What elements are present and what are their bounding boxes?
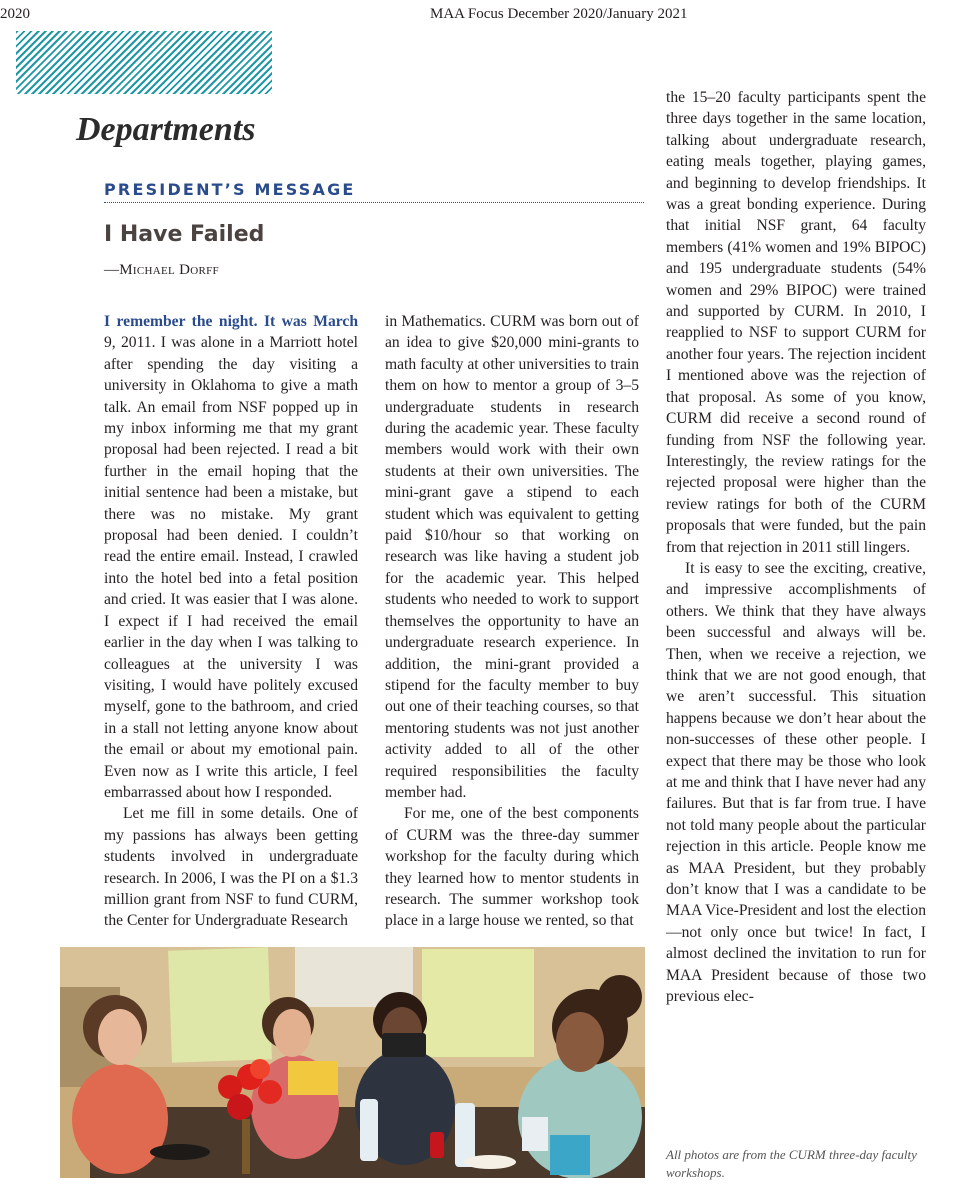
text-column-3 [666, 87, 926, 1007]
paragraph: It is easy to see the exciting, creative, and impressive accomplishments of others. We think that they have always been successful and always will be. Then, when we receive a rejection, we think that we are not good enough, that we aren’t successful. This situation happens because we don’t hear about the non-successes of these other people. I expect that there may be those who look at me and think that I have never had any failures. But that is far from true. I have not told many people about the particular rejection in this article. People know me as MAA President, but they probably don’t know that I was a candidate to be MAA Vice-President and lost the election—not only once but twice! In fact, I almost declined the invitation to run for MAA President because of those two previous elec- [666, 559, 926, 1006]
text-column-2 [385, 311, 639, 932]
dotted-divider [104, 202, 644, 203]
lead-in: I remember the night. It was March [104, 313, 358, 330]
photo-caption: All photos are from the CURM three-day faculty workshops. [666, 1147, 917, 1180]
paragraph: in Mathematics. CURM was born out of an idea to give $20,000 mini-grants to math faculty at other universities to train them on how to mentor a group of 3–5 undergraduate students in research during the academic year. These faculty members would work with their own students at their own universities. The mini-grant gave a stipend to each student which was equivalent to getting paid $10/hour so that working on research was like having a student job for the academic year. This helped students who needed to work to support themselves the opportunity to have an undergraduate research experience. In addition, the mini-grant provided a stipend for the faculty member to buy out one of their teaching courses, so that mentoring students was not just another activity added to all of the other required responsibilities the faculty member had. [385, 313, 639, 801]
workshop-photo [60, 947, 645, 1178]
paragraph: the 15–20 faculty participants spent the three days together in the same location, talking about undergraduate research, eating meals together, playing games, and beginning to develop friendships. It was a great bonding experience. During that initial NSF grant, 64 faculty members (41% women and 19% BIPOC) and 195 undergraduate students (54% women and 29% BIPOC) were trained and supported by CURM. In 2010, I reapplied to NSF to support CURM for another four years. The rejection incident I mentioned above was the rejection of that proposal. As some of you know, CURM did receive a second round of funding from NSF the following year. Interestingly, the review ratings for the rejected proposal were higher than the review ratings for both of the CURM proposals that were funded, but the pain from that rejection in 2011 still lingers. [666, 89, 926, 556]
paragraph-text: 9, 2011. I was alone in a Marriott hotel after spending the day visiting a university in Oklahoma to give a math talk. An email from NSF popped up in my inbox informing me that my grant proposal had been rejected. I read a bit further in the email hoping that the initial sentence had been a mistake, but there was no mistake. My grant proposal had been denied. I couldn’t read the entire email. Instead, I crawled into the hotel bed into a fetal position and cried. It was easier that I was alone. I expect if I had received the email earlier in the day when I was talking to colleagues at the university I was visiting, I would have politely excused myself, gone to the bathroom, and cried in a stall not letting anyone know about the email or about my emotional pain. Even now as I write this article, I feel embarrassed about how I responded. [104, 334, 358, 801]
article-title: I Have Failed [104, 222, 265, 247]
paragraph: Let me fill in some details. One of my passions has always been getting students involved in undergraduate research. In 2006, I was the PI on a $1.3 million grant from NSF to fund CURM, the Center for Undergraduate Research [104, 805, 358, 930]
byline: —Michael Dorff [104, 262, 219, 278]
running-header [0, 4, 964, 28]
publication-line: MAA Focus December 2020/January 2021 [430, 6, 688, 22]
page-number: 2020 [0, 6, 30, 22]
column-label: PRESIDENT’S MESSAGE [104, 180, 356, 199]
text-column-1 [104, 311, 358, 932]
hatch-decoration [16, 31, 272, 94]
paragraph [104, 311, 358, 803]
section-title: Departments [76, 111, 256, 148]
paragraph: For me, one of the best components of CURM was the three-day summer workshop for the faculty during which they learned how to mentor students in research. The summer workshop took place in a large house we rented, so that [385, 805, 639, 930]
